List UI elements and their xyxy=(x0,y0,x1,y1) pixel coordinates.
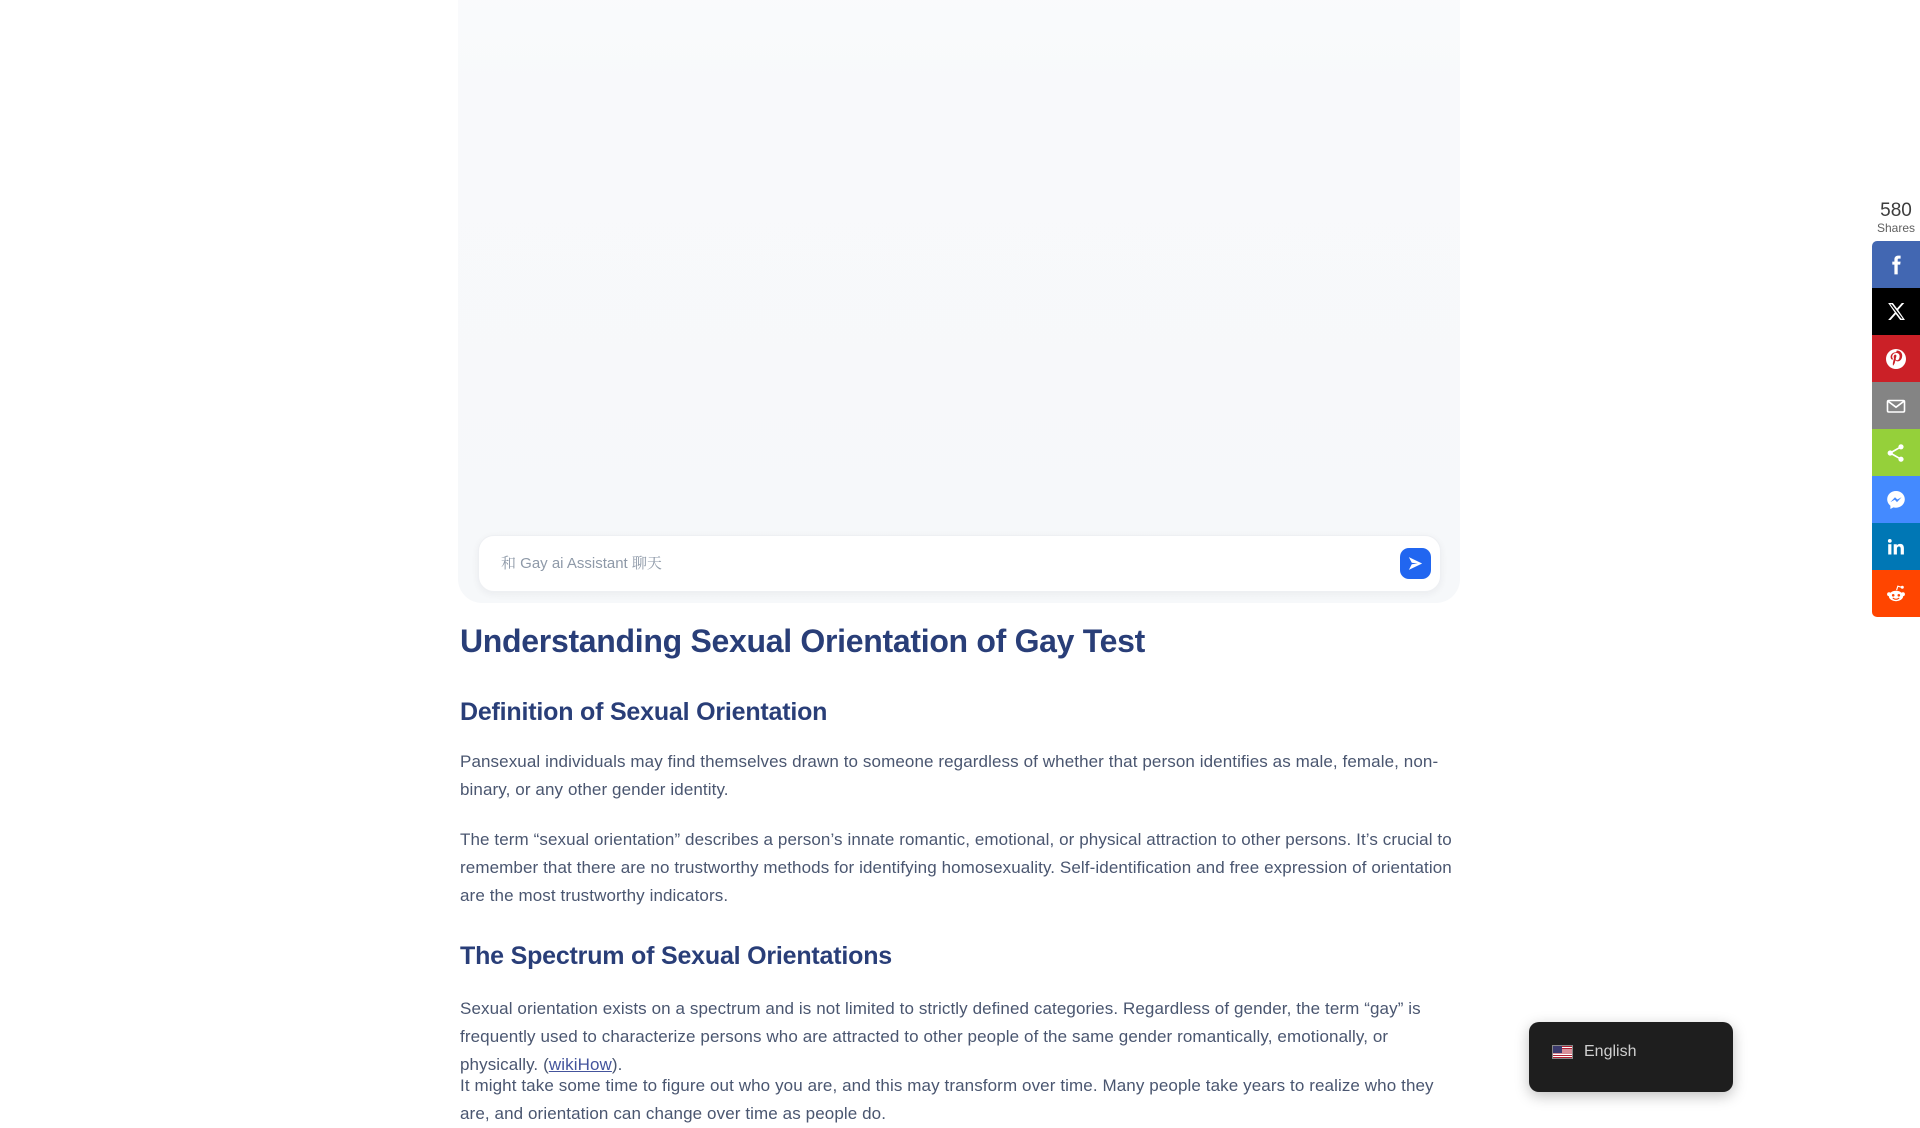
share-count: 580 xyxy=(1880,200,1912,221)
linkedin-icon xyxy=(1886,537,1906,557)
chat-widget-panel xyxy=(458,0,1460,603)
share-sidebar xyxy=(1872,200,1920,617)
language-label: English xyxy=(1584,1043,1637,1060)
paragraph-spectrum-text-after: ). xyxy=(611,1055,623,1074)
pinterest-icon xyxy=(1884,347,1908,371)
chat-message-input[interactable] xyxy=(479,536,1400,591)
linkedin-share-button[interactable] xyxy=(1872,523,1920,570)
email-envelope-icon xyxy=(1885,395,1907,417)
us-flag-icon xyxy=(1552,1045,1573,1059)
x-twitter-share-button[interactable] xyxy=(1872,288,1920,335)
paragraph-clipped: It might take some time to figure out who you are, and this may transform over time. Many people take years to realize who they are, and orientation can change over time as people do. xyxy=(460,1076,1434,1123)
send-button[interactable] xyxy=(1400,548,1431,579)
share-count-label: Shares xyxy=(1876,221,1916,235)
reddit-share-button[interactable] xyxy=(1872,570,1920,617)
page-title: Understanding Sexual Orientation of Gay Test xyxy=(460,623,1145,659)
clipped-paragraph-container xyxy=(460,1072,1460,1123)
chat-input-container xyxy=(478,535,1441,592)
email-share-button[interactable] xyxy=(1872,382,1920,429)
reddit-icon xyxy=(1884,582,1908,606)
messenger-share-button[interactable] xyxy=(1872,476,1920,523)
facebook-share-button[interactable] xyxy=(1872,241,1920,288)
paragraph-pansexual: Pansexual individuals may find themselves drawn to someone regardless of whether that person identifies as male, female, non-binary, or any other gender identity. xyxy=(460,752,1439,799)
wikihow-link[interactable]: wikiHow xyxy=(548,1055,612,1074)
pinterest-share-button[interactable] xyxy=(1872,335,1920,382)
language-selector[interactable] xyxy=(1529,1022,1733,1092)
share-nodes-icon xyxy=(1886,443,1906,463)
section-heading-definition: Definition of Sexual Orientation xyxy=(460,698,828,726)
x-twitter-icon xyxy=(1887,302,1906,321)
messenger-icon xyxy=(1885,489,1907,511)
facebook-icon xyxy=(1886,255,1906,275)
paragraph-spectrum xyxy=(460,995,1460,1079)
send-paper-plane-icon xyxy=(1407,555,1424,572)
share-button-stack xyxy=(1872,241,1920,617)
section-heading-spectrum: The Spectrum of Sexual Orientations xyxy=(460,942,892,970)
paragraph-term-definition: The term “sexual orientation” describes a person’s innate romantic, emotional, or physical attraction to other persons. It’s crucial to remember that there are no trustworthy methods for identifying homosexuality. Self-identification and free expression of orientation are the most trustworthy indicators. xyxy=(460,830,1452,905)
paragraph-spectrum-text: Sexual orientation exists on a spectrum and is not limited to strictly defined categories. Regardless of gender, the term “gay” is frequently used to characterize persons who are attracted to other people of the same gender romantically, emotionally, or physically. ( xyxy=(460,999,1421,1074)
sharethis-share-button[interactable] xyxy=(1872,429,1920,476)
